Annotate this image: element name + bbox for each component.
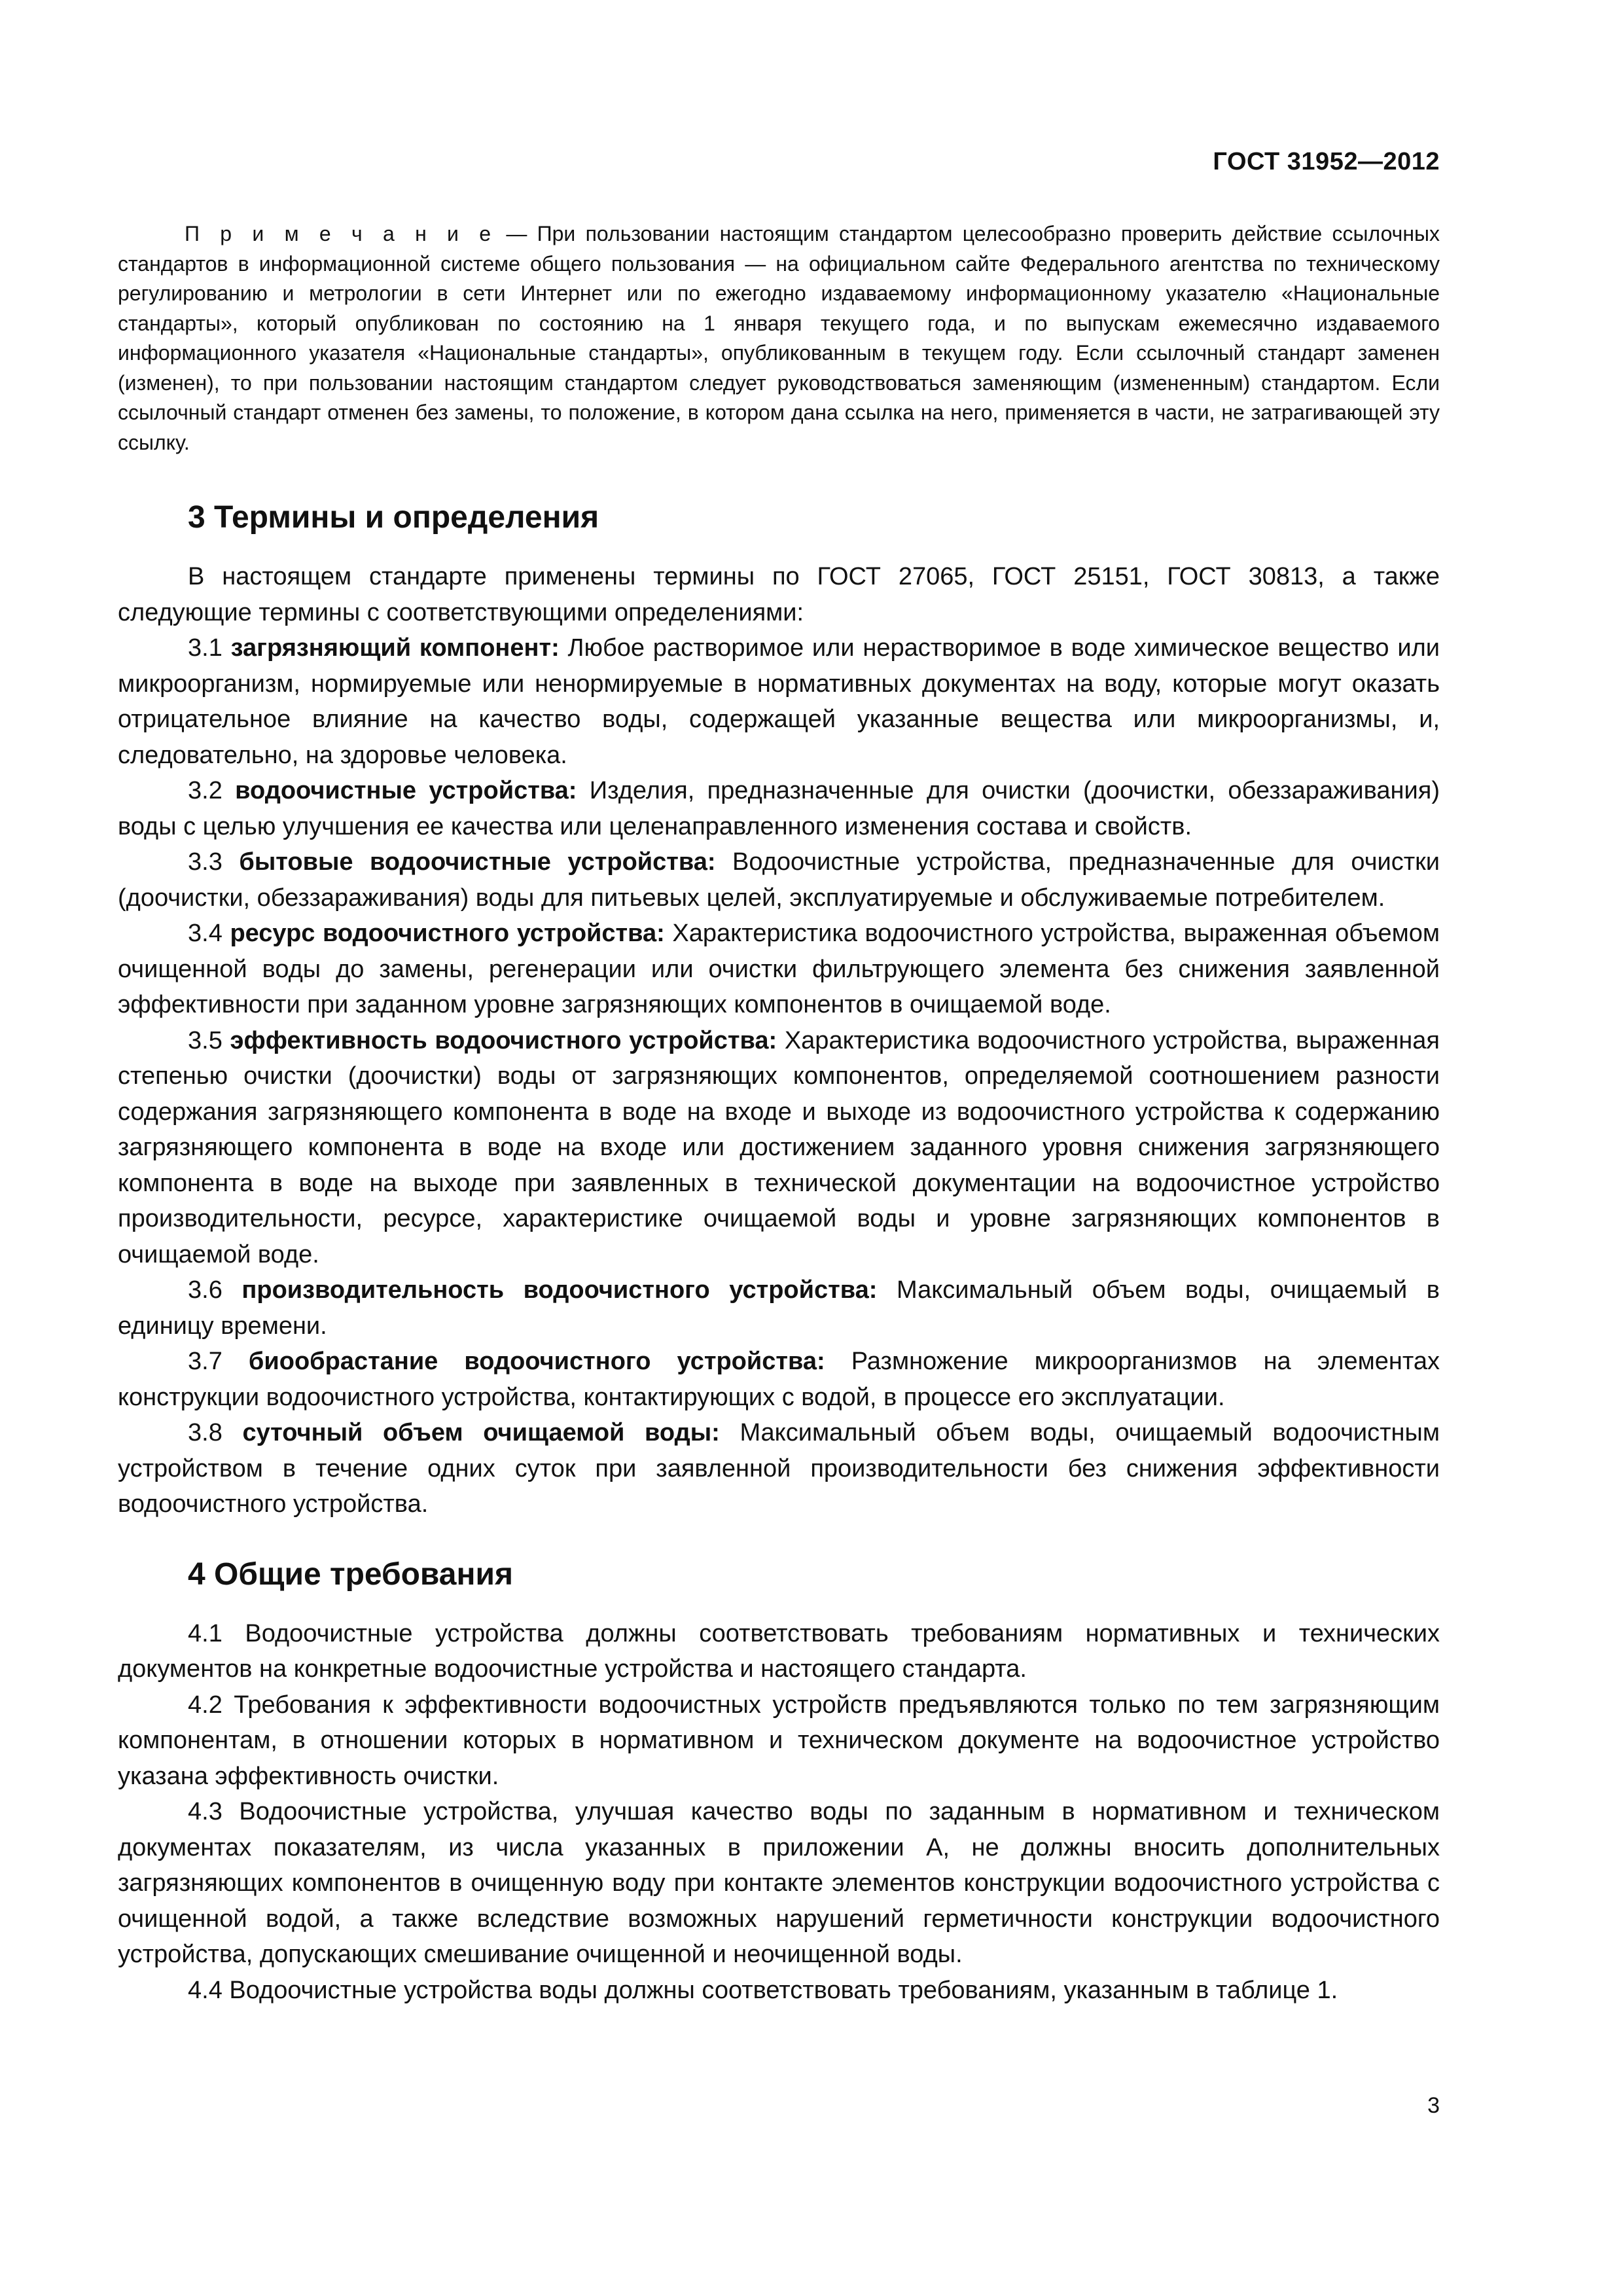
- term-name: производительность водоочистного устройства:: [241, 1276, 878, 1304]
- page-content: [118, 219, 1440, 2008]
- term-number: 3.6: [188, 1276, 242, 1304]
- term-definition: [118, 1344, 1440, 1415]
- note-text: — При пользовании настоящим стандартом целесообразно проверить действие ссылочных стандартов в информационной системе общего пользования — на официальном сайте Федерального агентства по техническому регулированию и метрологии в сети Интернет или по ежегодно издаваемому информационному указателю «Национальные стандарты», который опубликован по состоянию на 1 января текущего года, и по выпускам ежемесячно издаваемого информационного указателя «Национальные стандарты», опубликованным в текущем году. Если ссылочный стандарт заменен (изменен), то при пользовании настоящим стандартом следует руководствоваться заменяющим (измененным) стандартом. Если ссылочный стандарт отменен без замены, то положение, в котором дана ссылка на него, применяется в части, не затрагивающей эту ссылку.: [118, 222, 1440, 454]
- term-name: ресурс водоочистного устройства:: [230, 920, 665, 947]
- term-name: бытовые водоочистные устройства:: [239, 848, 716, 876]
- term-text: Любое растворимое или нерастворимое в воде химическое вещество или микроорганизм, нормируемые или ненормируемые в нормативных документах на воду, которые могут оказать отрицательное влияние на качество воды, содержащей указанные вещества или микроорганизмы, и, следовательно, на здоровье человека.: [118, 634, 1440, 769]
- term-definition: [118, 844, 1440, 916]
- term-name: эффективность водоочистного устройства:: [230, 1026, 777, 1054]
- term-name: загрязняющий компонент:: [230, 634, 560, 662]
- requirement-item: 4.2 Требования к эффективности водоочистных устройств предъявляются только по тем загрязняющим компонентам, в отношении которых в нормативном и техническом документе на водоочистное устройство указана эффективность очистки.: [118, 1691, 1440, 1790]
- terms-list: [118, 630, 1440, 1522]
- term-number: 3.1: [188, 634, 231, 662]
- section-3-title: 3 Термины и определения: [188, 500, 599, 535]
- term-number: 3.3: [188, 848, 240, 876]
- term-definition: [118, 1272, 1440, 1344]
- term-definition: [118, 1023, 1440, 1273]
- term-definition: [118, 773, 1440, 844]
- term-text: Водоочистные устройства, предназначенные для очистки (доочистки, обеззараживания) воды для питьевых целей, эксплуатируемые и обслуживаемые потребителем.: [118, 848, 1440, 912]
- term-number: 3.5: [188, 1026, 230, 1054]
- term-text: Максимальный объем воды, очищаемый водоочистным устройством в течение одних суток при заявленной производительности без снижения эффективности водоочистного устройства.: [118, 1419, 1440, 1518]
- requirement-item: 4.4 Водоочистные устройства воды должны соответствовать требованиям, указанным в таблице 1.: [188, 1976, 1338, 2004]
- term-name: водоочистные устройства:: [235, 777, 577, 804]
- document-number: ГОСТ 31952—2012: [1213, 148, 1440, 175]
- term-text: Изделия, предназначенные для очистки (доочистки, обеззараживания) воды с целью улучшения ее качества или целенаправленного изменения состава и свойств.: [118, 777, 1440, 840]
- section-3-intro: В настоящем стандарте применены термины по ГОСТ 27065, ГОСТ 25151, ГОСТ 30813, а также следующие термины с соответствующими определениями:: [118, 563, 1440, 626]
- term-name: суточный объем очищаемой воды:: [242, 1419, 720, 1446]
- term-definition: [118, 916, 1440, 1023]
- requirements-list: [118, 1616, 1440, 2009]
- page-number: 3: [1427, 2093, 1440, 2118]
- term-text: Характеристика водоочистного устройства, выраженная объемом очищенной воды до замены, регенерации или очистки фильтрующего элемента без снижения заявленной эффективности при заданном уровне загрязняющих компонентов в очищаемой воде.: [118, 920, 1440, 1018]
- term-text: Размножение микроорганизмов на элементах конструкции водоочистного устройства, контактирующих с водой, в процессе его эксплуатации.: [118, 1348, 1440, 1411]
- note-paragraph: [118, 219, 1440, 457]
- note-label: П р и м е ч а н и е: [185, 222, 497, 245]
- term-text: Максимальный объем воды, очищаемый в единицу времени.: [118, 1276, 1440, 1340]
- term-text: Характеристика водоочистного устройства, выраженная степенью очистки (доочистки) воды от загрязняющих компонентов, определяемой соотношением разности содержания загрязняющего компонента в воде на входе и выходе из водоочистного устройства к содержанию загрязняющего компонента в воде на входе или достижением заданного уровня снижения загрязняющего компонента в воде на выходе при заявленных в технической документации на водоочистное устройство производительности, ресурсе, характеристике очищаемой воды и уровне загрязняющих компонентов в очищаемой воде.: [118, 1026, 1440, 1268]
- term-number: 3.8: [188, 1419, 243, 1446]
- section-4-title: 4 Общие требования: [188, 1556, 513, 1592]
- term-definition: [118, 1415, 1440, 1522]
- term-definition: [118, 630, 1440, 773]
- term-number: 3.4: [188, 920, 230, 947]
- term-number: 3.7: [188, 1348, 249, 1375]
- term-name: биообрастание водоочистного устройства:: [248, 1348, 825, 1375]
- requirement-item: 4.1 Водоочистные устройства должны соответствовать требованиям нормативных и технических документов на конкретные водоочистные устройства и настоящего стандарта.: [118, 1619, 1440, 1683]
- term-number: 3.2: [188, 777, 236, 804]
- requirement-item: 4.3 Водоочистные устройства, улучшая качество воды по заданным в нормативном и техническом документах показателям, из числа указанных в приложении А, не должны вносить дополнительных загрязняющих компонентов в очищенную воду при контакте элементов конструкции водоочистного устройства с очищенной водой, а также вследствие возможных нарушений герметичности конструкции водоочистного устройства, допускающих смешивание очищенной и неочищенной воды.: [118, 1798, 1440, 1968]
